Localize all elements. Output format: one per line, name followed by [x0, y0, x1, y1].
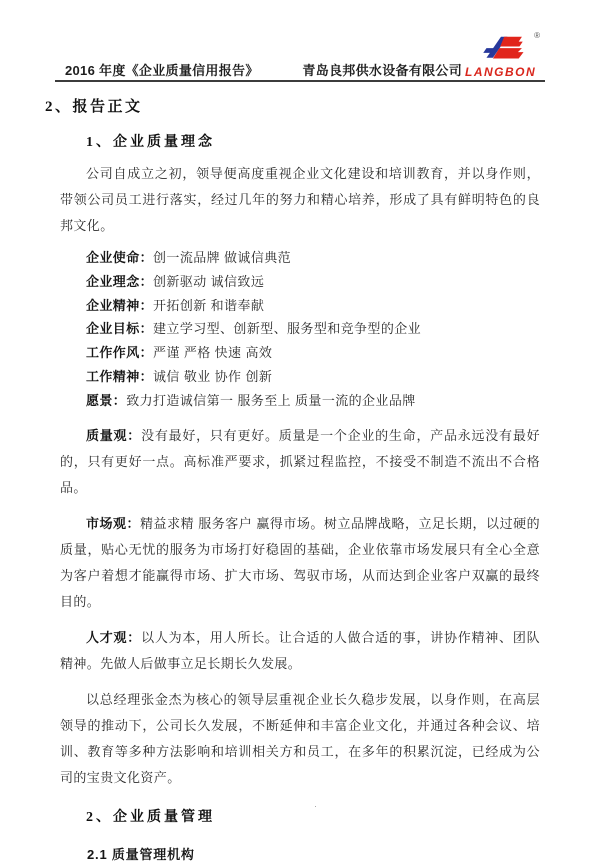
item-text: 创新驱动 诚信致远 — [153, 273, 265, 289]
item-text: 严谨 严格 快速 高效 — [153, 345, 273, 361]
main-heading: 2、报告正文 — [45, 99, 143, 115]
paragraph-text: 精益求精 服务客户 赢得市场。树立品牌战略，立足长期，以过硬的质量，贴心无忧的服务为市场打好稳固的基础，企业依靠市场发展只有全心全意为客户着想才能赢得市场、扩大市场、驾驭市场，从而达到企业客户双赢的最终目的。 — [60, 515, 540, 609]
paragraph-text: 没有最好，只有更好。质量是一个企业的生命，产品永远没有最好的，只有更好一点。高标准严要求，抓紧过程监控，不接受不制造不流出不合格品。 — [60, 427, 540, 495]
item-text: 建立学习型、创新型、服务型和竞争型的企业 — [153, 321, 422, 337]
report-title: 2016 年度《企业质量信用报告》 — [65, 63, 259, 78]
list-item — [86, 270, 540, 294]
item-text: 开拓创新 和谐奉献 — [153, 297, 265, 313]
closing-paragraph: 以总经理张金杰为核心的领导层重视企业长久稳步发展，以身作则，在高层领导的推动下，公司长久发展，不断延伸和丰富企业文化，并通过各种会议、培训、教育等多种方法影响和培训相关方和员工，在多年的积累沉淀，已经成为公司的宝贵文化资产。 — [60, 691, 540, 785]
page-footer-mark: · — [314, 801, 317, 811]
subsection-heading-quality-organization: 2.1 质量管理机构 — [87, 846, 195, 862]
paragraph-label: 市场观： — [86, 515, 141, 531]
item-label: 企业目标： — [86, 321, 154, 337]
item-label: 企业使命： — [86, 250, 154, 265]
langbon-logo-icon — [479, 31, 540, 65]
header-company-block — [302, 31, 545, 79]
intro-paragraph: 公司自成立之初，领导便高度重视企业文化建设和培训教育，并以身作则，带领公司员工进行落实，经过几年的努力和精心培养，形成了具有鲜明特色的良邦文化。 — [60, 166, 540, 233]
section-heading-quality-philosophy: 1、企业质量理念 — [86, 135, 215, 150]
item-text: 致力打造诚信第一 服务至上 质量一流的企业品牌 — [126, 392, 416, 408]
list-item — [86, 365, 540, 389]
item-label: 愿景： — [86, 392, 127, 408]
paragraph-label: 人才观： — [86, 629, 142, 645]
list-item — [86, 389, 540, 413]
paragraph-label: 质量观： — [86, 427, 142, 443]
paragraph-text: 以人为本，用人所长。让合适的人做合适的事，讲协作精神、团队精神。先做人后做事立足长期长久发展。 — [60, 629, 540, 671]
list-item — [86, 317, 540, 341]
page-header — [55, 0, 545, 82]
culture-list — [60, 246, 540, 413]
item-label: 企业理念： — [86, 273, 154, 289]
item-text: 创一流品牌 做诚信典范 — [153, 250, 292, 265]
value-paragraph-market — [60, 511, 540, 615]
list-item — [86, 294, 540, 318]
logo-wordmark: LANGBON — [465, 65, 537, 79]
brand-logo — [465, 31, 545, 79]
item-label: 工作精神： — [86, 368, 154, 384]
item-label: 工作作风： — [86, 345, 154, 361]
report-content — [0, 95, 600, 863]
item-label: 企业精神： — [86, 297, 154, 313]
section-heading-quality-management: 2、企业质量管理 — [86, 809, 215, 825]
value-paragraph-talent — [60, 625, 540, 677]
company-name: 青岛良邦供水设备有限公司 — [302, 63, 462, 78]
registered-trademark-icon: ® — [534, 31, 540, 40]
value-paragraph-quality — [60, 423, 540, 501]
list-item — [86, 246, 540, 270]
list-item — [86, 341, 540, 365]
item-text: 诚信 敬业 协作 创新 — [153, 368, 273, 384]
